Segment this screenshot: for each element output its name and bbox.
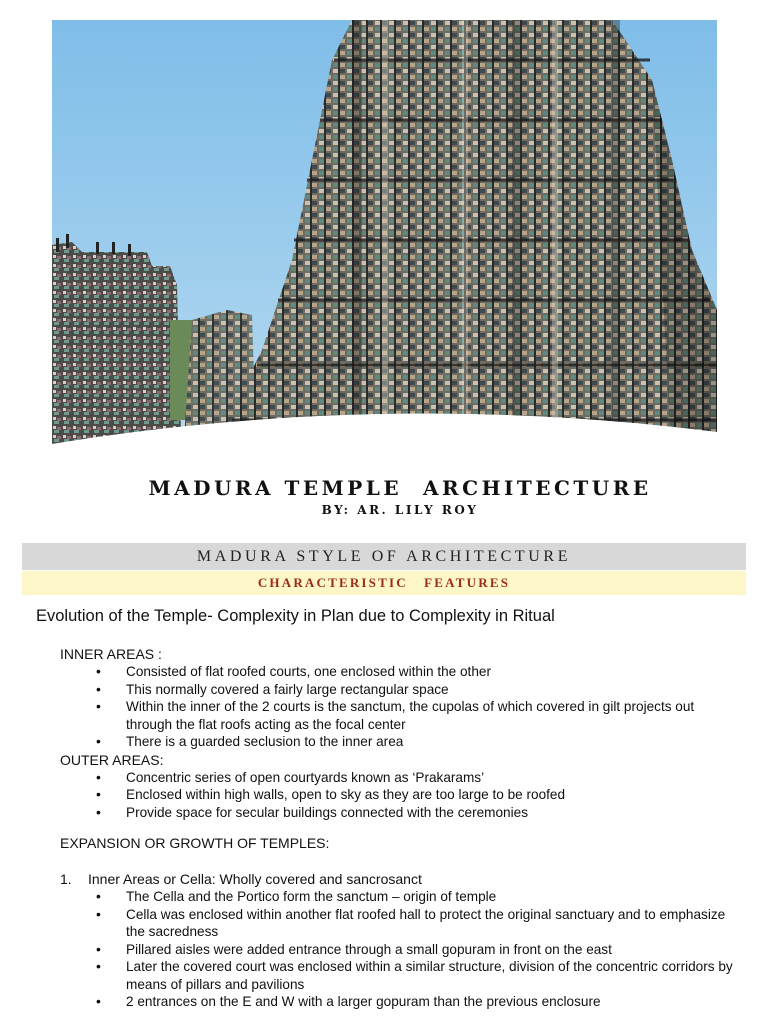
list-item: • The Cella and the Portico form the sanctum – origin of temple [89, 888, 736, 906]
outer-areas-heading: OUTER AREAS: [60, 751, 164, 768]
list-item: • Enclosed within high walls, open to sky as they are too large to be roofed [89, 786, 736, 804]
document-body [36, 606, 736, 1011]
list-item: • Pillared aisles were added entrance through a small gopuram in front on the east [89, 941, 736, 959]
evolution-rest: Complexity in Plan due to Complexity in Ritual [212, 607, 555, 625]
expansion-subheading [60, 870, 736, 888]
list-item: • 2 entrances on the E and W with a larger gopuram than the previous enclosure [89, 993, 736, 1011]
list-item: • Cella was enclosed within another flat roofed hall to protect the original sanctuary and to emphasize the sacredness [89, 906, 736, 941]
list-item: • There is a guarded seclusion to the inner area [89, 733, 736, 751]
expansion-list [36, 888, 736, 1011]
inner-areas-heading: INNER AREAS : [60, 646, 162, 662]
document-title: MADURA TEMPLE ARCHITECTURE [148, 476, 652, 500]
list-item: • Consisted of flat roofed courts, one enclosed within the other [89, 663, 736, 681]
inner-areas-list [36, 663, 736, 751]
expansion-subheading-text: Inner Areas or Cella: Wholly covered and sancrosanct [88, 871, 422, 887]
list-item: • Concentric series of open courtyards known as ‘Prakarams’ [89, 769, 736, 787]
list-item: • Later the covered court was enclosed within a similar structure, division of the concentric corridors by means of pillars and pavilions [89, 958, 736, 993]
temple-photo [52, 20, 717, 473]
list-item: • Provide space for secular buildings connected with the ceremonies [89, 804, 736, 822]
subsection-heading-bar: CHARACTERISTIC FEATURES [22, 571, 746, 595]
evolution-lead: Evolution of the Temple- [36, 607, 213, 625]
expansion-heading: EXPANSION OR GROWTH OF TEMPLES: [60, 835, 330, 851]
outer-areas-list [36, 769, 736, 822]
list-item: • Within the inner of the 2 courts is the sanctum, the cupolas of which covered in gilt projects out through the flat roofs acting as the focal center [89, 698, 736, 733]
list-item: • This normally covered a fairly large rectangular space [89, 681, 736, 699]
list-number: 1. [60, 871, 72, 887]
section-heading-bar: MADURA STYLE OF ARCHITECTURE [22, 543, 746, 570]
author-byline: BY: AR. LILY ROY [321, 503, 479, 517]
evolution-heading [36, 606, 736, 626]
